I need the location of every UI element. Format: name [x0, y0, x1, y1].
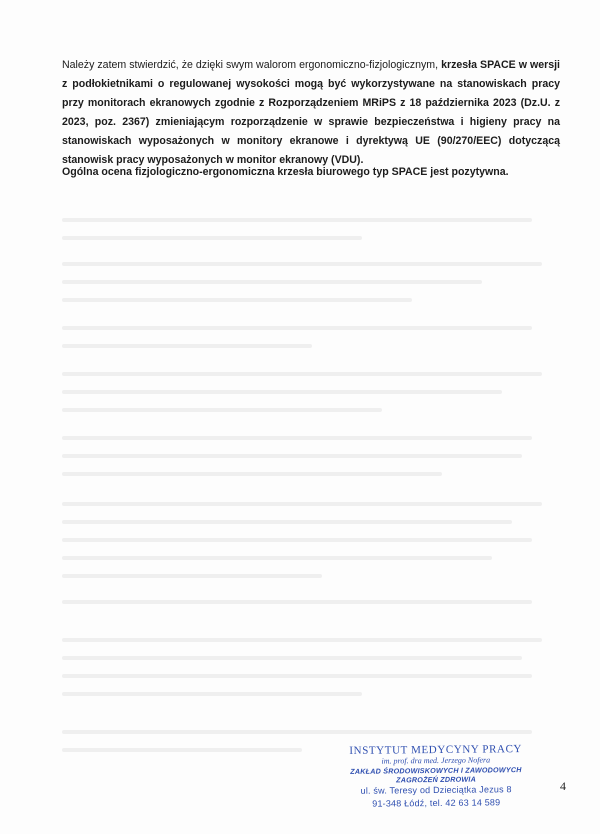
- show-through-line: [62, 502, 542, 506]
- show-through-line: [62, 280, 482, 284]
- conclusion-statement: Ogólna ocena fizjologiczno-ergonomiczna krzesła biurowego typ SPACE jest pozytywna.: [62, 166, 509, 178]
- show-through-line: [62, 236, 362, 240]
- show-through-line: [62, 326, 532, 330]
- show-through-line: [62, 520, 512, 524]
- show-through-line: [62, 436, 532, 440]
- show-through-line: [62, 692, 362, 696]
- show-through-line: [62, 600, 532, 604]
- show-through-line: [62, 298, 412, 302]
- show-through-line: [62, 730, 532, 734]
- stamp-line-institute: INSTYTUT MEDYCYNY PRACY: [349, 743, 523, 757]
- show-through-line: [62, 538, 532, 542]
- page-number: 4: [560, 779, 566, 793]
- show-through-line: [62, 218, 532, 222]
- institution-stamp: [336, 743, 537, 811]
- show-through-line: [62, 372, 542, 376]
- stamp-line-department-cont: ZAGROŻEŃ ZDROWIA: [396, 774, 476, 785]
- show-through-line: [62, 454, 522, 458]
- show-through-line: [62, 344, 312, 348]
- show-through-line: [62, 408, 382, 412]
- stamp-line-patron: im. prof. dra med. Jerzego Nofera: [381, 755, 491, 766]
- show-through-line: [62, 390, 502, 394]
- stamp-line-street: ul. św. Teresy od Dzieciątka Jezus 8: [360, 784, 512, 796]
- show-through-line: [62, 556, 492, 560]
- show-through-line: [62, 674, 532, 678]
- show-through-line: [62, 748, 302, 752]
- show-through-line: [62, 262, 542, 266]
- show-through-line: [62, 574, 322, 578]
- paragraph-intro: Należy zatem stwierdzić, że dzięki swym walorom ergonomiczno-fizjologicznym,: [62, 59, 442, 71]
- stamp-line-department: ZAKŁAD ŚRODOWISKOWYCH I ZAWODOWYCH: [350, 765, 522, 776]
- show-through-line: [62, 472, 442, 476]
- paragraph-bold-statement: krzesła SPACE w wersji z podłokietnikami o regulowanej wysokości mogą być wykorzystywane na stanowiskach pracy przy monitorach ekranowych zgodnie z Rozporządzeniem MRiPS z 18 października 2023 (Dz.U. z 2023, poz. 2367) zmieniającym rozporządzenie w sprawie bezpieczeństwa i higieny pracy na stanowiskach wyposażonych w monitory ekranowe i dyrektywą UE (90/270/EEC) dotyczącą stanowisk pracy wyposażonych w monitor ekranowy (VDU).: [62, 59, 560, 166]
- show-through-line: [62, 656, 522, 660]
- show-through-line: [62, 638, 542, 642]
- main-paragraph: [62, 56, 560, 170]
- stamp-line-city-phone: 91-348 Łódź, tel. 42 63 14 589: [372, 797, 501, 809]
